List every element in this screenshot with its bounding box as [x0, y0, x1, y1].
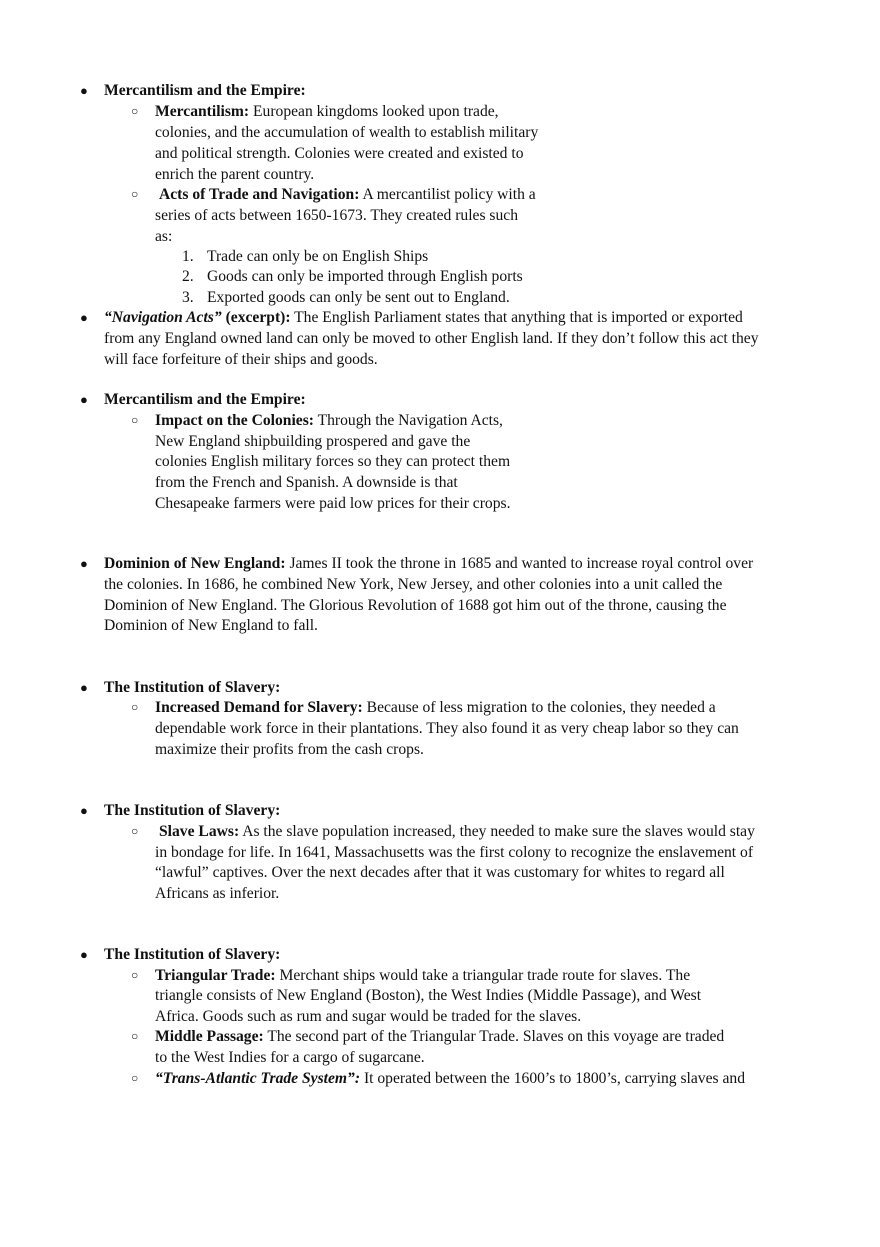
- item-term: Impact on the Colonies:: [155, 412, 314, 429]
- list-item: [155, 1026, 724, 1047]
- item-term: “Navigation Acts”: [104, 309, 222, 326]
- section-heading: Mercantilism and the Empire:: [104, 391, 306, 408]
- item-text: “lawful” captives. Over the next decades after that it was customary for whites to regard all: [155, 864, 725, 881]
- bullet-icon: ●: [80, 803, 88, 818]
- bullet-icon: ●: [80, 947, 88, 962]
- sub-bullet-icon: ○: [131, 968, 139, 982]
- list-item: [159, 821, 755, 842]
- item-text: from the French and Spanish. A downside is that: [155, 474, 458, 491]
- list-item: [155, 410, 503, 431]
- item-text: in bondage for life. In 1641, Massachusetts was the first colony to recognize the enslavement of: [155, 844, 754, 861]
- item-text: colonies, and the accumulation of wealth to establish military: [155, 124, 539, 141]
- numbered-item: Exported goods can only be sent out to England.: [207, 289, 510, 306]
- list-item: [155, 101, 499, 122]
- list-item: [104, 553, 753, 574]
- item-text: A mercantilist policy with a: [362, 186, 536, 203]
- item-text: James II took the throne in 1685 and wanted to increase royal control over: [289, 555, 754, 572]
- item-text: from any England owned land can only be moved to other English land. If they don’t follow this act they: [104, 330, 759, 347]
- item-text: Through the Navigation Acts,: [317, 412, 503, 429]
- item-text: maximize their profits from the cash crops.: [155, 741, 424, 758]
- item-text: and political strength. Colonies were created and existed to: [155, 145, 524, 162]
- section-heading: The Institution of Slavery:: [104, 679, 281, 696]
- item-term: Slave Laws:: [159, 823, 240, 840]
- item-text: Dominion of New England. The Glorious Revolution of 1688 got him out of the throne, causing the: [104, 597, 727, 614]
- section-heading: The Institution of Slavery:: [104, 802, 281, 819]
- item-term: Dominion of New England:: [104, 555, 286, 572]
- list-item: [155, 697, 716, 718]
- item-text: As the slave population increased, they needed to make sure the slaves would stay: [242, 823, 755, 840]
- bullet-icon: ●: [80, 556, 88, 571]
- item-text: series of acts between 1650-1673. They created rules such: [155, 207, 519, 224]
- sub-bullet-icon: ○: [131, 104, 139, 118]
- section-heading: The Institution of Slavery:: [104, 946, 281, 963]
- list-item: [159, 184, 536, 205]
- item-term: Triangular Trade:: [155, 967, 276, 984]
- item-text: It operated between the 1600’s to 1800’s, carrying slaves and: [363, 1070, 746, 1087]
- list-item: [104, 307, 743, 328]
- item-text: Africans as inferior.: [155, 885, 280, 902]
- item-text: triangle consists of New England (Boston), the West Indies (Middle Passage), and West: [155, 987, 702, 1004]
- item-text: dependable work force in their plantations. They also found it as very cheap labor so they can: [155, 720, 739, 737]
- item-term: Middle Passage:: [155, 1028, 264, 1045]
- item-text: as:: [155, 228, 173, 245]
- bullet-icon: ●: [80, 83, 88, 98]
- item-text: to the West Indies for a cargo of sugarcane.: [155, 1049, 425, 1066]
- item-text: colonies English military forces so they can protect them: [155, 453, 511, 470]
- numbered-marker: 1.: [182, 248, 194, 265]
- numbered-marker: 3.: [182, 289, 194, 306]
- item-term: Acts of Trade and Navigation:: [159, 186, 360, 203]
- sub-bullet-icon: ○: [131, 700, 139, 714]
- list-item: [155, 965, 690, 986]
- item-text: European kingdoms looked upon trade,: [253, 103, 499, 120]
- list-item: [155, 1068, 745, 1089]
- item-text: will face forfeiture of their ships and goods.: [104, 351, 378, 368]
- bullet-icon: ●: [80, 310, 88, 325]
- item-text: The English Parliament states that anything that is imported or exported: [294, 309, 743, 326]
- sub-bullet-icon: ○: [131, 824, 139, 838]
- sub-bullet-icon: ○: [131, 187, 139, 201]
- item-text: Dominion of New England to fall.: [104, 617, 318, 634]
- sub-bullet-icon: ○: [131, 1071, 139, 1085]
- bullet-icon: ●: [80, 392, 88, 407]
- sub-bullet-icon: ○: [131, 413, 139, 427]
- bullet-icon: ●: [80, 680, 88, 695]
- numbered-item: Goods can only be imported through English ports: [207, 268, 523, 285]
- numbered-item: Trade can only be on English Ships: [207, 248, 429, 265]
- item-text: The second part of the Triangular Trade. Slaves on this voyage are traded: [267, 1028, 725, 1045]
- item-text: the colonies. In 1686, he combined New York, New Jersey, and other colonies into a unit called the: [104, 576, 723, 593]
- item-term: Mercantilism:: [155, 103, 250, 120]
- item-term-suffix: (excerpt):: [225, 309, 291, 326]
- item-term: “Trans-Atlantic Trade System”:: [155, 1070, 361, 1087]
- item-text: Merchant ships would take a triangular trade route for slaves. The: [279, 967, 691, 984]
- item-text: New England shipbuilding prospered and gave the: [155, 433, 471, 450]
- item-text: Chesapeake farmers were paid low prices for their crops.: [155, 495, 511, 512]
- item-text: enrich the parent country.: [155, 166, 315, 183]
- item-term: Increased Demand for Slavery:: [155, 699, 363, 716]
- section-heading: Mercantilism and the Empire:: [104, 82, 306, 99]
- item-text: Africa. Goods such as rum and sugar would be traded for the slaves.: [155, 1008, 582, 1025]
- numbered-marker: 2.: [182, 268, 194, 285]
- item-text: Because of less migration to the colonies, they needed a: [366, 699, 716, 716]
- sub-bullet-icon: ○: [131, 1029, 139, 1043]
